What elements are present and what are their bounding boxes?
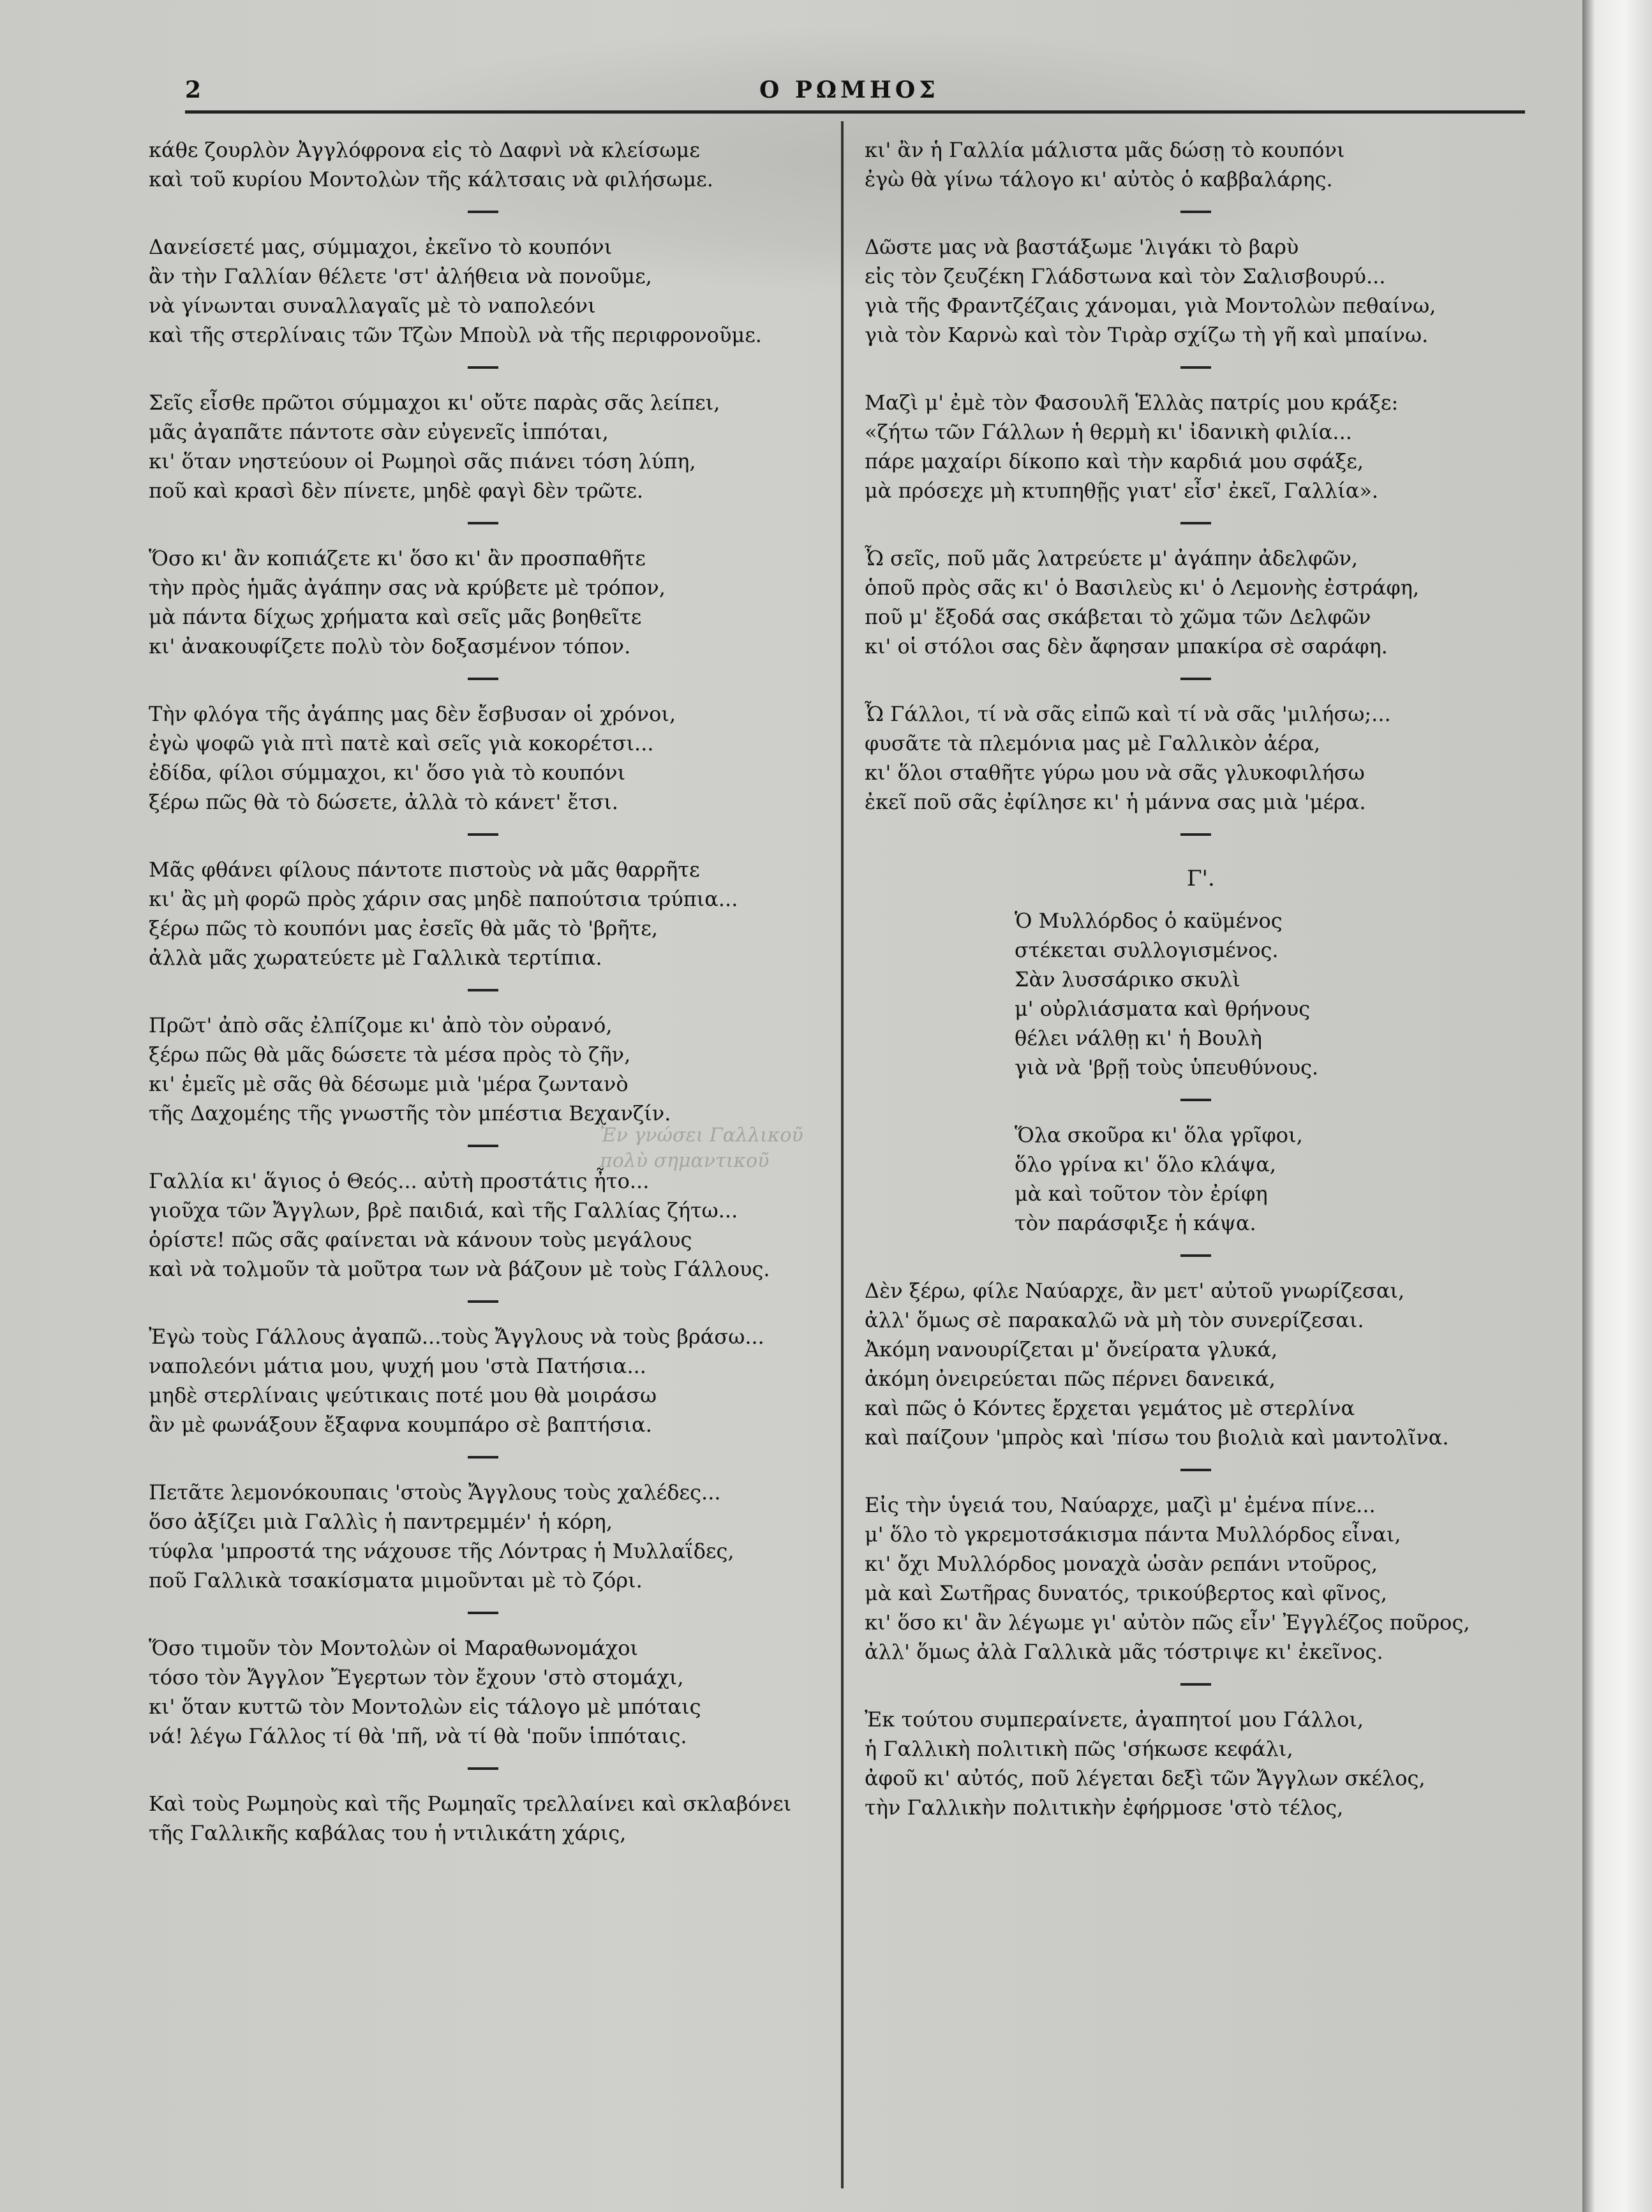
poem-line: Πετᾶτε λεμονόκουπαις 'στοὺς Ἄγγλους τοὺς χαλέδες... [149,1480,721,1504]
poem-line: κι' ὄχι Μυλλόρδος μοναχὰ ὡσὰν ρεπάνι ντοῦρος, [865,1552,1378,1576]
poem-line: καὶ τοῦ κυρίου Μοντολὼν τῆς κάλτσαις νὰ φιλήσωμε. [149,167,713,191]
header-rule [185,110,1525,114]
poem-line: ποῦ καὶ κρασὶ δὲν πίνετε, μηδὲ φαγὶ δὲν τρῶτε. [149,479,644,503]
stanza [149,1166,825,1284]
poem-line: κι' ὅλοι σταθῆτε γύρω μου νὰ σᾶς γλυκοφιλήσω [865,761,1365,785]
poem-line: Εἰς τὴν ὑγειά του, Ναύαρχε, μαζὶ μ' ἐμένα πίνε... [865,1493,1376,1517]
poem-line: Καὶ τοὺς Ρωμηοὺς καὶ τῆς Ρωμηαῖς τρελλαίνει καὶ σκλαβόνει [149,1792,792,1816]
masthead-title: Ο ΡΩΜΗΟΣ [759,77,939,103]
poem-line: Δανείσετέ μας, σύμμαχοι, ἐκεῖνο τὸ κουπόνι [149,235,613,259]
stanza-separator [1180,211,1211,213]
stanza-separator [468,1300,498,1303]
poem-line: ναπολεόνι μάτια μου, ψυχή μου 'στὰ Πατήσια... [149,1354,646,1378]
stanza [149,544,825,661]
poem-line: τόσο τὸν Ἄγγλον Ἔγερτων τὸν ἔχουν 'στὸ στομάχι, [149,1665,684,1689]
poem-line: κι' ὅταν κυττῶ τὸν Μοντολὼν εἰς τάλογο μὲ μπόταις [149,1695,701,1719]
poem-line: ἐγὼ θὰ γίνω τάλογο κι' αὐτὸς ὁ καββαλάρης. [865,167,1333,191]
poem-line: θέλει νάλθῃ κι' ἡ Βουλὴ [1015,1026,1262,1050]
stanza-separator [468,211,498,213]
stanza-separator [468,989,498,991]
stanza-separator [1180,1254,1211,1257]
stanza-separator [1180,522,1211,524]
poem-line: κι' ὅσο κι' ἂν λέγωμε γι' αὐτὸν πῶς εἶν' Ἐγγλέζος ποῦρος, [865,1610,1470,1635]
poem-line: Πρῶτ' ἀπὸ σᾶς ἐλπίζομε κι' ἀπὸ τὸν οὐρανό, [149,1013,613,1037]
stanza-separator [468,833,498,836]
stanza [865,1705,1541,1822]
poem-line: ἀλλ' ὅμως ἀλὰ Γαλλικὰ μᾶς τόστριψε κι' ἐκεῖνος. [865,1640,1383,1664]
stanza [149,232,825,350]
poem-line: πάρε μαχαίρι δίκοπο καὶ τὴν καρδιά μου σφάξε, [865,449,1364,473]
poem-line: τῆς Δαχομέης τῆς γνωστῆς τὸν μπέστια Βεχανζίν. [149,1101,671,1125]
stanza-separator [468,522,498,524]
poem-line: μᾶς ἀγαπᾶτε πάντοτε σὰν εὐγενεῖς ἱππόται, [149,420,609,444]
poem-line: Ἀκόμη νανουρίζεται μ' ὄνείρατα γλυκά, [865,1337,1278,1362]
poem-line: κάθε ζουρλὸν Ἀγγλόφρονα εἰς τὸ Δαφνὶ νὰ κλείσωμε [149,138,700,162]
poem-line: στέκεται συλλογισμένος. [1015,938,1279,962]
stanza [149,135,825,194]
stanza-separator [468,1456,498,1459]
stanza-separator [468,678,498,680]
poem-line: κι' ἐμεῖς μὲ σᾶς θὰ δέσωμε μιὰ 'μέρα ζωντανὸ [149,1072,629,1096]
stanza [865,232,1541,350]
stanza-separator [468,1145,498,1147]
stanza [149,1322,825,1439]
poem-line: Μᾶς φθάνει φίλους πάντοτε πιστοὺς νὰ μᾶς θαρρῆτε [149,857,700,882]
poem-line: ποῦ μ' ἔξοδά σας σκάβεται τὸ χῶμα τῶν Δελφῶν [865,605,1371,629]
poem-line: κι' ὅταν νηστεύουν οἱ Ρωμηοὶ σᾶς πιάνει τόση λύπη, [149,449,696,473]
poem-line: Ἐκ τούτου συμπεραίνετε, ἀγαπητοί μου Γάλλοι, [865,1707,1364,1732]
stanza [865,1490,1541,1666]
poem-line: μηδὲ στερλίναις ψεύτικαις ποτέ μου θὰ μοιράσω [149,1383,657,1407]
stanza [865,135,1541,194]
left-column [149,135,825,1848]
poem-line: Σεῖς εἶσθε πρῶτοι σύμμαχοι κι' οὔτε παρὰς σᾶς λείπει, [149,390,720,415]
poem-line: γιοῦχα τῶν Ἄγγλων, βρὲ παιδιά, καὶ τῆς Γαλλίας ζήτω... [149,1198,738,1222]
poem-line: κι' ἂν ἡ Γαλλία μάλιστα μᾶς δώσῃ τὸ κουπόνι [865,138,1345,162]
poem-line: τῆς Γαλλικῆς καβάλας του ἡ ντιλικάτη χάρις, [149,1821,627,1845]
poem-line: Ἐγὼ τοὺς Γάλλους ἀγαπῶ...τοὺς Ἄγγλους νὰ τοὺς βράσω... [149,1325,764,1349]
poem-line: τύφλα 'μπροστά της νάχουσε τῆς Λόντρας ἡ Μυλλαΐδες, [149,1539,734,1563]
stanza-separator [468,1767,498,1770]
poem-line: ἐδίδα, φίλοι σύμμαχοι, κι' ὅσο γιὰ τὸ κουπόνι [149,761,626,785]
poem-line: ἂν τὴν Γαλλίαν θέλετε 'στ' ἀλήθεια νὰ πονοῦμε, [149,264,652,288]
poem-line: μὰ πρόσεχε μὴ κτυπηθῇς γιατ' εἶσ' ἐκεῖ, Γαλλία». [865,479,1379,503]
poem-line: Δῶστε μας νὰ βαστάξωμε 'λιγάκι τὸ βαρὺ [865,235,1299,259]
poem-line: νά! λέγω Γάλλος τί θὰ 'πῆ, νὰ τί θὰ 'ποῦν ἱππόταις. [149,1724,687,1748]
stanza [865,1120,1541,1238]
poem-line: ἀλλ' ὅμως σὲ παρακαλῶ νὰ μὴ τὸν συνερίζεσαι. [865,1308,1364,1332]
poem-line: Ὅσο τιμοῦν τὸν Μοντολὼν οἱ Μαραθωνομάχοι [149,1636,639,1660]
poem-line: καὶ παίζουν 'μπρὸς καὶ 'πίσω του βιολιὰ καὶ μαντολῖνα. [865,1425,1449,1450]
stanza-separator [1180,1469,1211,1471]
poem-line: ἐγὼ ψοφῶ γιὰ πτὶ πατὲ καὶ σεῖς γιὰ κοκορέτσι... [149,731,654,755]
poem-line: ξέρω πῶς θὰ τὸ δώσετε, ἀλλὰ τὸ κάνετ' ἔτσι. [149,790,618,814]
poem-line: ὁρίστε! πῶς σᾶς φαίνεται νὰ κάνουν τοὺς μεγάλους [149,1228,692,1252]
poem-line: ἀκόμη ὀνειρεύεται πῶς πέρνει δανεικά, [865,1367,1276,1391]
poem-line: κι' ἀνακουφίζετε πολὺ τὸν δοξασμένον τόπον. [149,634,631,658]
poem-line: μὰ καὶ Σωτῆρας δυνατός, τρικούβερτος καὶ φῖνος, [865,1581,1387,1605]
poem-line: γιὰ τῆς Φραντζέζαις χάνομαι, γιὰ Μοντολὼν πεθαίνω, [865,293,1436,318]
poem-line: ὅσο ἀξίζει μιὰ Γαλλὶς ἡ παντρεμμέν' ἡ κόρη, [149,1510,613,1534]
poem-line: ξέρω πῶς τὸ κουπόνι μας ἐσεῖς θὰ μᾶς τὸ 'βρῆτε, [149,916,658,940]
stanza [149,388,825,505]
poem-line: Μαζὶ μ' ἐμὲ τὸν Φασουλῆ Ἑλλὰς πατρίς μου κράξε: [865,390,1399,415]
poem-line: τὴν πρὸς ἡμᾶς ἀγάπην σας νὰ κρύβετε μὲ τρόπον, [149,575,666,600]
poem-line: Γαλλία κι' ἅγιος ὁ Θεός... αὐτὴ προστάτις ἦτο... [149,1169,650,1193]
stanza [865,388,1541,505]
stanza-separator [468,1612,498,1614]
poem-line: ἐκεῖ ποῦ σᾶς ἐφίλησε κι' ἡ μάννα σας μιὰ 'μέρα. [865,790,1366,814]
poem-line: μὰ πάντα δίχως χρήματα καὶ σεῖς μᾶς βοηθεῖτε [149,605,642,629]
poem-line: Ὦ Γάλλοι, τί νὰ σᾶς εἰπῶ καὶ τί νὰ σᾶς 'μιλήσω;... [865,702,1391,726]
stanza [865,906,1541,1082]
poem-line: μ' ὅλο τὸ γκρεμοτσάκισμα πάντα Μυλλόρδος εἶναι, [865,1522,1401,1547]
poem-line: ξέρω πῶς θὰ μᾶς δώσετε τὰ μέσα πρὸς τὸ ζῆν, [149,1043,631,1067]
poem-line: ἂν μὲ φωνάξουν ἔξαφνα κουμπάρο σὲ βαπτήσια. [149,1413,652,1437]
stanza [865,544,1541,661]
poem-line: γιὰ τὸν Καρνὼ καὶ τὸν Τιρὰρ σχίζω τὴ γῆ καὶ μπαίνω. [865,323,1429,347]
poem-line: καὶ νὰ τολμοῦν τὰ μοῦτρα των νὰ βάζουν μὲ τοὺς Γάλλους. [149,1257,770,1281]
poem-line: Ὁ Μυλλόρδος ὁ καϋμένος [1015,909,1283,933]
section-mark: Γ'. [1187,866,1215,891]
poem-line: Ὅλα σκοῦρα κι' ὅλα γρῖφοι, [1015,1123,1303,1147]
stanza [149,699,825,817]
stanza-separator [1180,678,1211,680]
stanza [149,1478,825,1595]
poem-line: γιὰ νὰ 'βρῇ τοὺς ὑπευθύνους. [1015,1055,1319,1080]
poem-line: ποῦ Γαλλικὰ τσακίσματα μιμοῦνται μὲ τὸ ζόρι. [149,1568,643,1592]
poem-line: τὸν παράσφιξε ἡ κάψα. [1015,1211,1256,1235]
poem-line: Δὲν ξέρω, φίλε Ναύαρχε, ἂν μετ' αὐτοῦ γνωρίζεσαι, [865,1279,1405,1303]
poem-line: φυσᾶτε τὰ πλεμόνια μας μὲ Γαλλικὸν ἀέρα, [865,731,1321,755]
poem-line: Τὴν φλόγα τῆς ἀγάπης μας δὲν ἔσβυσαν οἱ χρόνοι, [149,702,676,726]
poem-line: τὴν Γαλλικὴν πολιτικὴν ἐφήρμοσε 'στὸ τέλος, [865,1795,1344,1820]
stanza [149,1011,825,1128]
scan-edge [1582,0,1652,2212]
right-column [865,135,1541,1822]
stanza [865,699,1541,817]
poem-line: καὶ τῆς στερλίναις τῶν Τζὼν Μποὺλ νὰ τῆς περιφρονοῦμε. [149,323,762,347]
poem-line: Σὰν λυσσάρικο σκυλὶ [1015,967,1240,991]
poem-line: μ' οὐρλιάσματα καὶ θρήνους [1015,997,1311,1021]
poem-line: κι' οἱ στόλοι σας δὲν ἄφησαν μπακίρα σὲ σαράφη. [865,634,1388,658]
poem-line: Ὦ σεῖς, ποῦ μᾶς λατρεύετε μ' ἀγάπην ἀδελφῶν, [865,546,1358,570]
poem-line: ἡ Γαλλικὴ πολιτικὴ πῶς 'σήκωσε κεφάλι, [865,1737,1293,1761]
poem-line: μὰ καὶ τοῦτον τὸν ἐρίφη [1015,1182,1268,1206]
poem-line: ἀφοῦ κι' αὐτός, ποῦ λέγεται δεξὶ τῶν Ἄγγλων σκέλος, [865,1766,1425,1790]
show-through-text: Ἐν γνώσει Γαλλικοῦ πολὺ σημαντικοῦ [600,1124,803,1172]
poem-line: «ζήτω τῶν Γάλλων ἡ θερμὴ κι' ἰδανικὴ φιλία... [865,420,1352,444]
poem-line: κι' ἂς μὴ φορῶ πρὸς χάριν σας μηδὲ παπούτσια τρύπια... [149,887,738,911]
poem-line: ὁποῦ πρὸς σᾶς κι' ὁ Βασιλεὺς κι' ὁ Λεμονὴς ἐστράφη, [865,575,1420,600]
poem-line: νὰ γίνωνται συναλλαγαῖς μὲ τὸ ναπολεόνι [149,293,596,318]
page-number: 2 [185,77,202,103]
stanza [149,1789,825,1848]
stanza [865,1276,1541,1452]
poem-line: Ὅσο κι' ἂν κοπιάζετε κι' ὅσο κι' ἂν προσπαθῆτε [149,546,646,570]
stanza [149,855,825,972]
poem-line: καὶ πῶς ὁ Κόντες ἔρχεται γεμάτος μὲ στερλίνα [865,1396,1355,1420]
stanza [149,1633,825,1751]
stanza-separator [468,366,498,369]
stanza-separator [1180,366,1211,369]
stanza-separator [1180,1683,1211,1686]
page-header [185,70,1525,108]
poem-line: ὅλο γρίνα κι' ὅλο κλάψα, [1015,1152,1276,1177]
poem-line: ἀλλὰ μᾶς χωρατεύετε μὲ Γαλλικὰ τερτίπια. [149,946,602,970]
stanza-separator [1180,1099,1211,1101]
stanza-separator [1180,833,1211,836]
poem-line: εἰς τὸν ζευζέκη Γλάδστωνα καὶ τὸν Σαλισβουρύ... [865,264,1386,288]
